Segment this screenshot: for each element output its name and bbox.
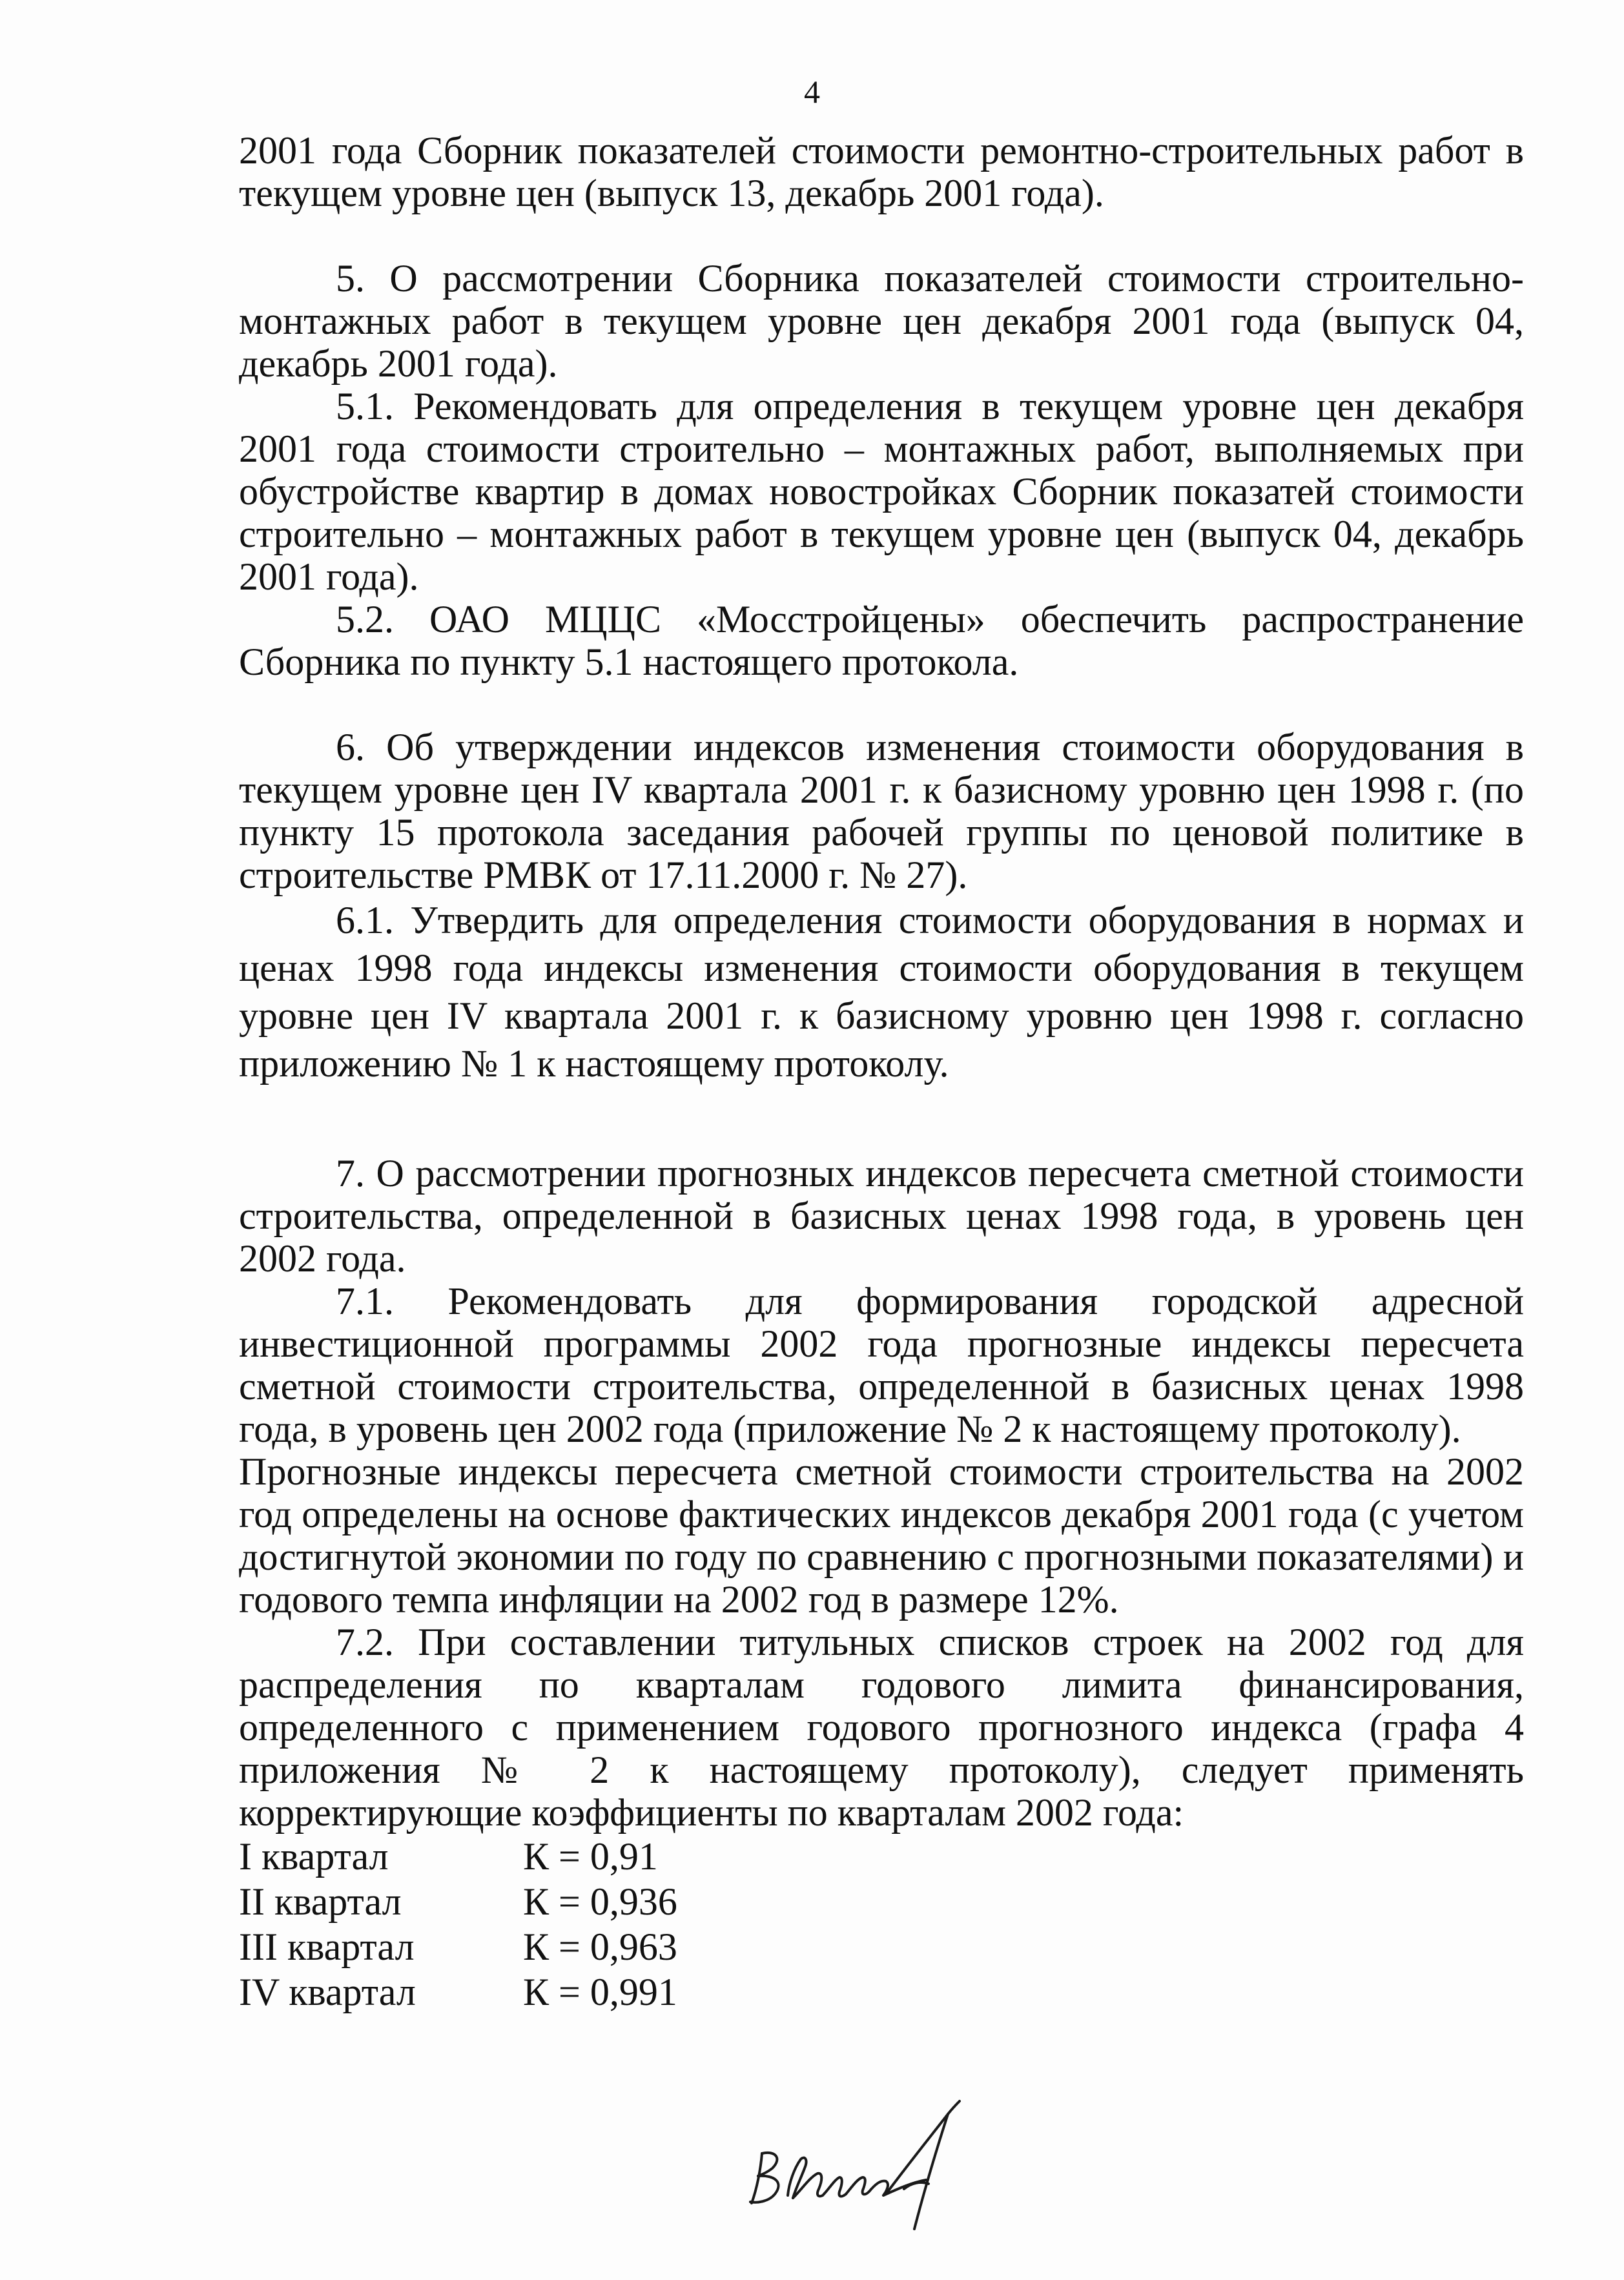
coefficient-value: К = 0,991 [523, 1971, 677, 2013]
coefficient-row [239, 1969, 677, 2015]
handwritten-signature [743, 2092, 1014, 2241]
paragraph-item-7-2: 7.2. При составлении титульных списков строек на 2002 год для распределения по кварталам годового лимита финансирования, определенного с применением годового прогнозного индекса (графа 4 приложения № 2 к настоящему протоколу), следует применять корректирующие коэффициенты по кварталам 2002 года: [239, 1621, 1524, 1834]
page-number: 4 [804, 74, 820, 110]
document-body [239, 129, 1524, 2015]
quarter-coefficients-table [239, 1834, 677, 2015]
coefficient-value: К = 0,963 [523, 1926, 677, 1968]
coefficient-row [239, 1924, 677, 1969]
quarter-label: III квартал [239, 1926, 415, 1968]
paragraph-item-7: 7. О рассмотрении прогнозных индексов пересчета сметной стоимости строительства, определенной в базисных ценах 1998 года, в уровень цен 2002 года. [239, 1152, 1524, 1280]
quarter-label: IV квартал [239, 1971, 416, 2013]
paragraph-item-5-1: 5.1. Рекомендовать для определения в текущем уровне цен декабря 2001 года стоимости строительно – монтажных работ, выполняемых при обустройстве квартир в домах новостройках Сборник показатей стоимости строительно – монтажных работ в текущем уровне цен (выпуск 04, декабрь 2001 года). [239, 385, 1524, 598]
coefficient-row [239, 1879, 677, 1924]
paragraph-continuation: 2001 года Сборник показателей стоимости ремонтно-строительных работ в текущем уровне цен (выпуск 13, декабрь 2001 года). [239, 129, 1524, 214]
coefficient-value: К = 0,936 [523, 1880, 677, 1923]
paragraph-item-7-1: 7.1. Рекомендовать для формирования городской адресной инвестиционной программы 2002 года прогнозные индексы пересчета сметной стоимости строительства, определенной в базисных ценах 1998 года, в уровень цен 2002 года (приложение № 2 к настоящему протоколу). [239, 1280, 1524, 1450]
coefficient-row [239, 1834, 677, 1879]
quarter-label: II квартал [239, 1880, 402, 1923]
paragraph-item-7-1-note: Прогнозные индексы пересчета сметной стоимости строительства на 2002 год определены на основе фактических индексов декабря 2001 года (с учетом достигнутой экономии по году по сравнению с прогнозными показателями) и годового темпа инфляции на 2002 год в размере 12%. [239, 1450, 1524, 1621]
paragraph-item-6: 6. Об утверждении индексов изменения стоимости оборудования в текущем уровне цен IV квартала 2001 г. к базисному уровню цен 1998 г. (по пункту 15 протокола заседания рабочей группы по ценовой политике в строительстве РМВК от 17.11.2000 г. № 27). [239, 726, 1524, 896]
paragraph-item-5: 5. О рассмотрении Сборника показателей стоимости строительно-монтажных работ в текущем уровне цен декабря 2001 года (выпуск 04, декабрь 2001 года). [239, 257, 1524, 385]
paragraph-item-6-1: 6.1. Утвердить для определения стоимости оборудования в нормах и ценах 1998 года индексы изменения стоимости оборудования в текущем уровне цен IV квартала 2001 г. к базисному уровню цен 1998 г. согласно приложению № 1 к настоящему протоколу. [239, 899, 1524, 1085]
coefficient-value: К = 0,91 [523, 1835, 658, 1878]
quarter-label: I квартал [239, 1835, 389, 1878]
paragraph-item-5-2: 5.2. ОАО МЦЦС «Мосстройцены» обеспечить распространение Сборника по пункту 5.1 настоящего протокола. [239, 598, 1524, 683]
